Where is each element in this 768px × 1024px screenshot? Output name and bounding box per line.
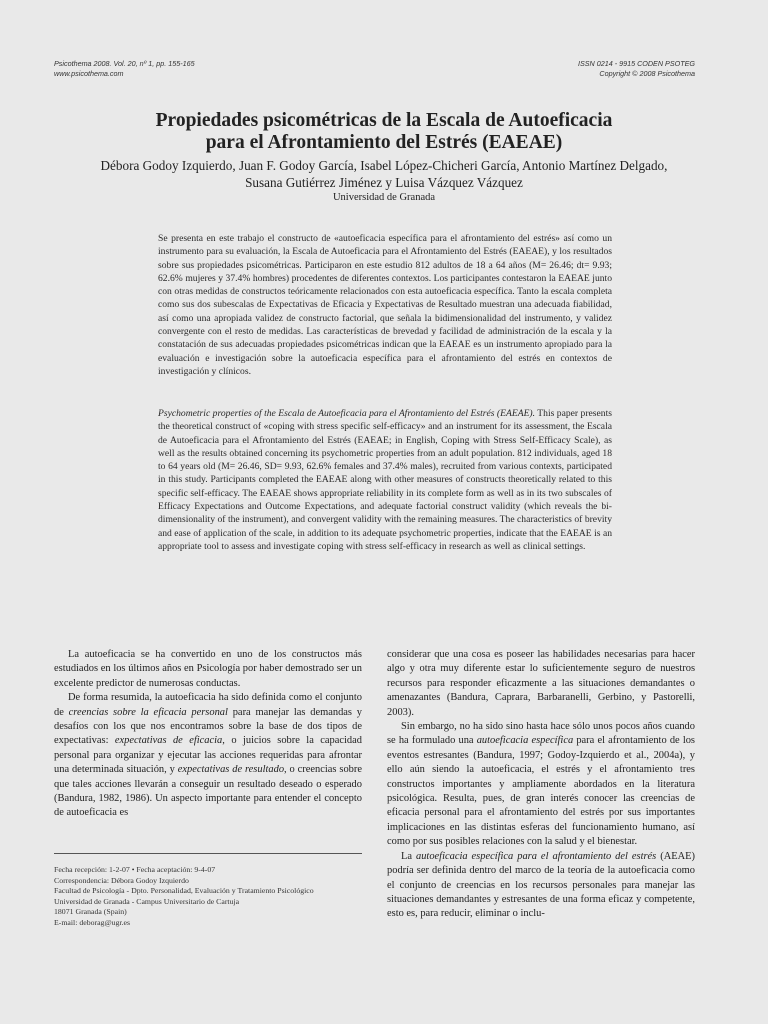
body-column-left [54,648,362,821]
footnote-divider [54,853,362,854]
abstract-english-title: Psychometric properties of the Escala de Autoeficacia para el Afrontamiento del Estrés (EAEAE). [158,408,536,419]
emphasis: creencias sobre la eficacia personal [68,706,228,718]
affiliation: Universidad de Granada [332,192,436,203]
footnote [54,865,374,929]
paragraph [387,720,695,850]
text-run: Sin embargo, no ha sido sino hasta hace sólo unos pocos años cuando se ha formulado una [387,721,695,747]
abstract-english [158,407,612,553]
paragraph: La autoeficacia se ha convertido en uno de los constructos más estudiados en los últimos años en Psicología por haber demostrado ser un excelente predictor de numerosas conductas. [54,649,362,689]
paragraph [387,850,695,922]
issn-header [578,59,695,79]
text-run: , o juicios sobre la capacidad personal para organizar y ejecutar las acciones requeridas para afrontar una determinada situación, y [54,735,362,776]
abstract-english-body: This paper presents the theoretical construct of «coping with stress specific self-efficacy» and an instrument for its assessment, the Escala de Autoeficacia para el Afrontamiento del Estrés (EAEAE; in English, Coping with Stress Self-Efficacy Scale), as well as the results obtained concerning its psychometric properties from an adult population. 812 individuals, aged 18 to 64 years old (M= 26.46, SD= 9.93, 62.6% females and 37.4% males), recruited from various contexts, participated in this study. Participants completed the EAEAE along with other measures of constructs theoretically related to this specific self-efficacy. The EAEAE shows appropriate reliability in its complete form as well as in its two subscales of Efficacy Expectations and Outcome Expectations, and adequate factorial construct validity (which reveals the bi-dimensionality of the instrument), and convergent validity with the remaining measures. The characteristics of brevity and ease of application of the scale, in addition to its adequate psychometric properties, indicate that the EAEAE is an appropriate tool to assess and investigate coping with stress self-efficacy in research as well as clinical settings. [158,408,612,552]
body-column-right [387,648,695,922]
title-line-2: para el Afrontamiento del Estrés (EAEAE) [205,132,563,153]
emphasis: expectativas de eficacia [114,735,223,747]
emphasis: expectativas de resultado [177,764,285,776]
footnote-correspondence: Correspondencia: Débora Godoy Izquierdo [54,875,189,885]
text-run: (AEAE) podría ser definida dentro del marco de la teoría de la autoeficacia como el conjunto de creencias en los recursos personales para manejar las situaciones demandantes y estresantes de una forma eficaz y competente, esto es, para reducir, eliminar o inclu- [387,850,695,920]
paper-title [0,110,768,154]
authors-line-2: Susana Gutiérrez Jiménez y Luisa Vázquez Vázquez [245,175,523,190]
footnote-email: E-mail: deborag@ugr.es [54,917,131,927]
emphasis: autoeficacia específica [476,735,574,747]
footnote-dates: Fecha recepción: 1-2-07 • Fecha aceptación: 9-4-07 [54,865,216,874]
text-run: De forma resumida, la autoeficacia ha sido definida como el conjunto de [54,692,362,718]
emphasis: autoeficacia específica para el afrontamiento del estrés [415,850,657,862]
journal-citation: Psicothema 2008. Vol. 20, nº 1, pp. 155-165 [54,59,195,68]
abstract-spanish: Se presenta en este trabajo el constructo de «autoeficacia específica para el afrontamiento del estrés» así como un instrumento para su evaluación, la Escala de Autoeficacia para el Afrontamiento del Estrés (EAEAE), y los resultados sobre sus propiedades psicométricas. Participaron en este estudio 812 adultos de 18 a 64 años (M= 26.46; dt= 9.93; 62.6% mujeres y 37.4% hombres) procedentes de diferentes contextos. Los participantes contestaron la EAEAE junto con otras medidas de constructos teóricamente relacionados con esta autoeficacia específica. Tanto la escala completa como sus dos subescalas de Expectativas de Eficacia y Expectativas de Resultado muestran una adecuada fiabilidad, así como una apropiada validez de constructo factorial, que señala la bidimensionalidad del instrumento, y validez convergente con el resto de medidas. Las características de brevedad y facilidad de administración de la escala y la constatación de sus adecuadas propiedades psicométricas indican que la EAEAE es un instrumento apropiado para la evaluación e investigación sobre la autoeficacia específica para el afrontamiento del estrés en contextos de investigación y clínicos. [158,233,612,377]
text-run: La [401,850,416,862]
footnote-city: 18071 Granada (Spain) [54,907,127,917]
journal-website: www.psicothema.com [54,69,124,78]
footnote-faculty: Facultad de Psicología - Dpto. Personalidad, Evaluación y Tratamiento Psicológico [54,886,314,896]
text-run: para manejar las demandas y desafíos con los que nos encontramos sobre la base de dos tipos de expectativas: [54,706,362,747]
title-line-1: Propiedades psicométricas de la Escala de Autoeficacia [155,110,613,131]
footnote-university: Universidad de Granada - Campus Universitario de Cartuja [54,896,240,906]
issn-line: ISSN 0214 - 9915 CODEN PSOTEG [577,59,695,68]
authors-line-1: Débora Godoy Izquierdo, Juan F. Godoy García, Isabel López-Chicheri García, Antonio Martínez Delgado, [100,158,668,173]
author-list [0,157,768,191]
paragraph: considerar que una cosa es poseer las habilidades necesarias para hacer algo y otra muy diferente estar lo suficientemente seguro de nuestros recursos para responder eficazmente a las situaciones demandantes o amenazantes (Bandura, Caprara, Barbaranelli, Gerbino, y Pastorelli, 2003). [387,649,695,718]
copyright-line: Copyright © 2008 Psicothema [599,69,695,78]
text-run: para el afrontamiento de los eventos estresantes (Bandura, 1997; Godoy-Izquierdo et al., 2004a), y ello aún siendo la autoeficacia, el estrés y el afrontamiento tres constructos importantes y ampliamente abordados en la literatura psicológica. Resulta, pues, de gran interés conocer las creencias de eficacia personal para el afrontamiento del estrés por sus importantes implicaciones en las distintas esferas del funcionamiento humano, así como por sus posibles relaciones con la salud y el bienestar. [387,735,695,848]
journal-header [54,59,195,79]
paragraph [54,691,362,821]
text-run: , o creencias sobre que tales acciones llevarán a conseguir un resultado deseado o esperado (Bandura, 1982, 1986). Un aspecto importante para entender el concepto de autoeficacia es [54,764,362,819]
